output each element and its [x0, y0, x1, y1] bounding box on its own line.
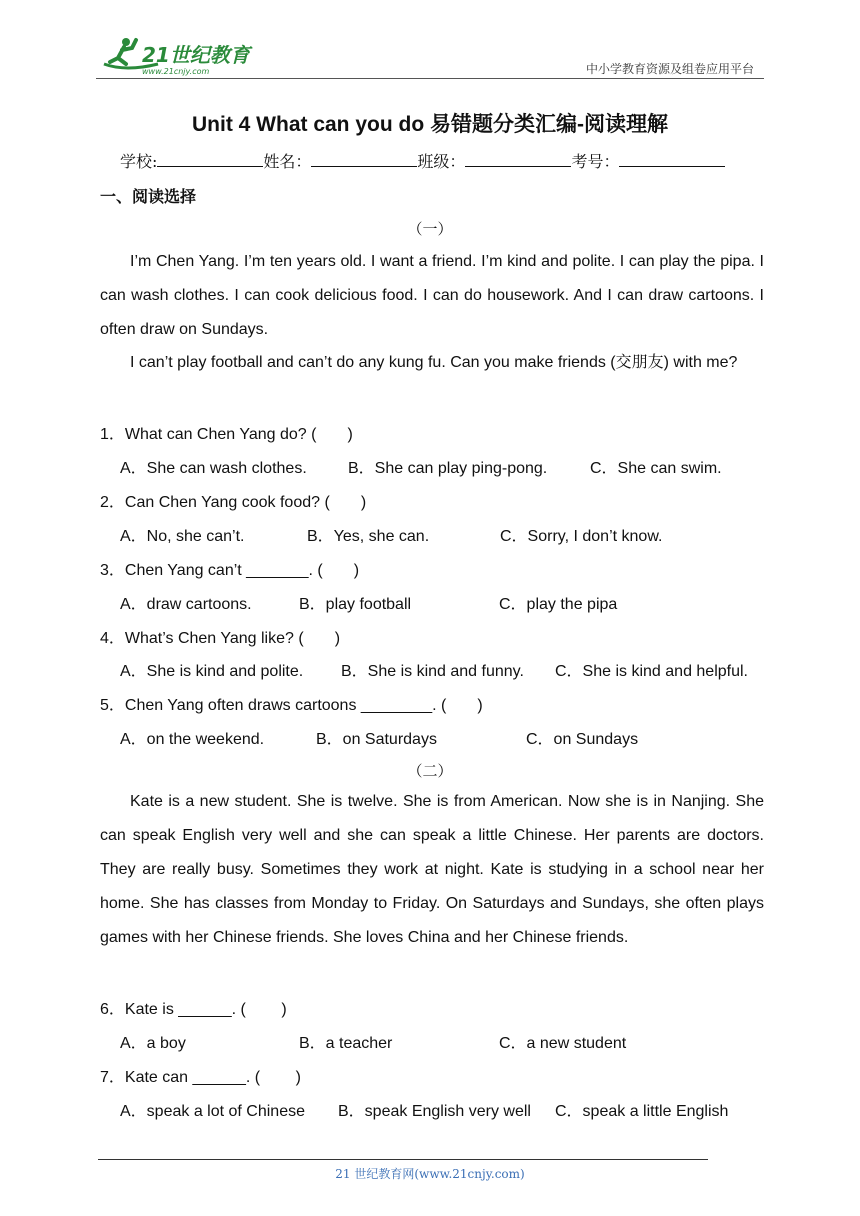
number-blank[interactable] — [619, 152, 725, 167]
question-5-option-c[interactable]: C．on Sundays — [526, 731, 639, 748]
question-1-option-c[interactable]: C．She can swim. — [590, 460, 722, 477]
passage1-paragraph1: I’m Chen Yang. I’m ten years old. I want a friend. I’m kind and polite. I can play the pipa. I can wash clothes. I can cook delicious food. I can do housework. And I can draw cartoons. I often draw on Sundays. — [100, 253, 764, 338]
header-platform-text: 中小学教育资源及组卷应用平台 — [585, 62, 754, 76]
question-1-option-b[interactable]: B．She can play ping-pong. — [348, 460, 548, 477]
logo-text: 21世纪教育 — [142, 43, 250, 67]
question-7-option-a[interactable]: A．speak a lot of Chinese — [120, 1103, 305, 1120]
number-label: 考号： — [571, 152, 620, 171]
question-4-option-a[interactable]: A．She is kind and polite. — [120, 663, 304, 680]
question-5-option-a[interactable]: A．on the weekend. — [120, 731, 265, 748]
logo-url: www.21cnjy.com — [142, 67, 210, 76]
footer-text[interactable]: 21 世纪教育网(www.21cnjy.com) — [335, 1167, 525, 1181]
school-label: 学校: — [120, 152, 158, 171]
question-3-option-b[interactable]: B．play football — [299, 596, 412, 613]
question-6: 6．Kate is ______. ( ) — [100, 1001, 287, 1018]
passage2-label: （二） — [407, 762, 453, 780]
runner-logo-icon — [96, 34, 266, 78]
logo — [96, 34, 266, 78]
question-5-option-b[interactable]: B．on Saturdays — [316, 731, 437, 748]
question-7: 7．Kate can ______. ( ) — [100, 1069, 302, 1086]
question-5: 5．Chen Yang often draws cartoons ________. ( ) — [100, 697, 483, 714]
passage1-label: （一） — [407, 220, 453, 238]
question-3-option-c[interactable]: C．play the pipa — [499, 596, 618, 613]
name-label: 姓名： — [263, 152, 312, 171]
question-3: 3．Chen Yang can’t _______. ( ) — [100, 562, 360, 579]
section-title: 一、阅读选择 — [100, 187, 197, 206]
passage1-paragraph2: I can’t play football and can’t do any kung fu. Can you make friends (交朋友) with me? — [130, 354, 738, 371]
class-label: 班级： — [417, 152, 466, 171]
header-divider — [96, 78, 764, 79]
question-7-option-b[interactable]: B．speak English very well — [338, 1103, 531, 1120]
question-1-option-a[interactable]: A．She can wash clothes. — [120, 460, 307, 477]
school-blank[interactable] — [157, 152, 263, 167]
question-6-option-b[interactable]: B．a teacher — [299, 1035, 393, 1052]
question-6-option-a[interactable]: A．a boy — [120, 1035, 186, 1052]
question-1: 1．What can Chen Yang do? ( ) — [100, 426, 353, 443]
name-blank[interactable] — [311, 152, 417, 167]
passage2-paragraph1: Kate is a new student. She is twelve. She is from American. Now she is in Nanjing. She can speak English very well and she can speak a little Chinese. Her parents are doctors. They are really busy. Sometimes they work at night. Kate is studying in a school near her home. She has classes from Monday to Friday. On Saturdays and Sundays, she often plays games with her Chinese friends. She loves China and her Chinese friends. — [100, 793, 764, 946]
question-7-option-c[interactable]: C．speak a little English — [555, 1103, 729, 1120]
question-3-option-a[interactable]: A．draw cartoons. — [120, 596, 252, 613]
question-2-option-c[interactable]: C．Sorry, I don’t know. — [500, 528, 663, 545]
question-2: 2．Can Chen Yang cook food? ( ) — [100, 494, 367, 511]
question-4-option-c[interactable]: C．She is kind and helpful. — [555, 663, 749, 680]
question-2-option-a[interactable]: A．No, she can’t. — [120, 528, 245, 545]
student-info-line — [120, 149, 725, 172]
question-4-option-b[interactable]: B．She is kind and funny. — [341, 663, 524, 680]
page-title: Unit 4 What can you do 易错题分类汇编-阅读理解 — [192, 113, 668, 136]
question-4: 4．What’s Chen Yang like? ( ) — [100, 630, 341, 647]
question-2-option-b[interactable]: B．Yes, she can. — [307, 528, 430, 545]
question-6-option-c[interactable]: C．a new student — [499, 1035, 627, 1052]
class-blank[interactable] — [465, 152, 571, 167]
footer-divider — [98, 1159, 708, 1160]
